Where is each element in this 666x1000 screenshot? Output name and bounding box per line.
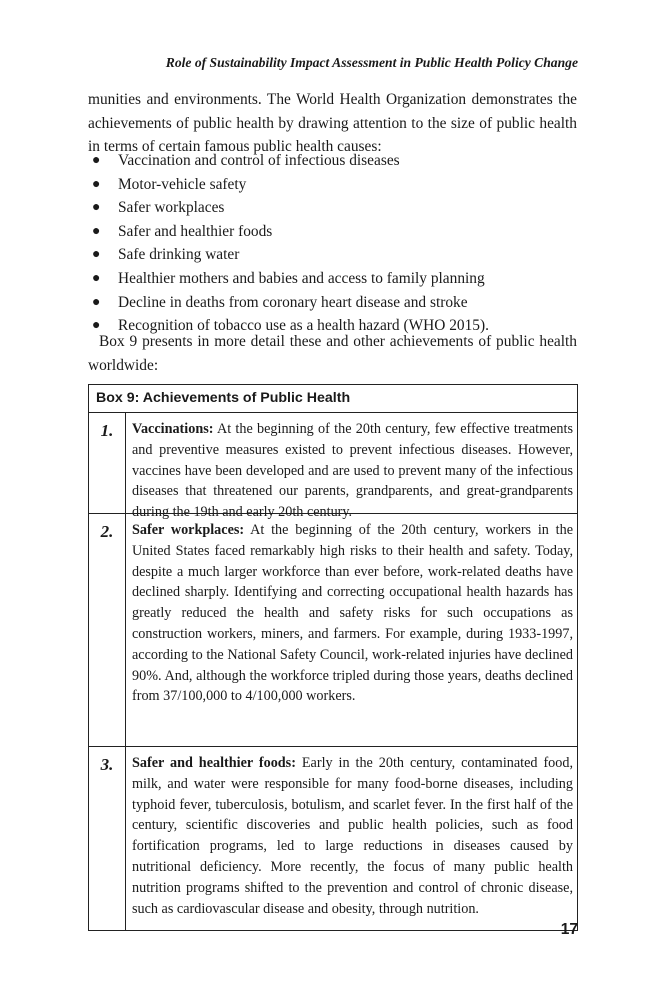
bullet-icon: ● xyxy=(92,176,101,192)
item-number: 2. xyxy=(89,514,126,746)
bullet-icon: ● xyxy=(92,153,101,168)
item-number: 1. xyxy=(89,413,126,513)
bullet-text: Healthier mothers and babies and access to family planning xyxy=(118,269,485,287)
intro-paragraph: munities and environments. The World Health Organization demonstrates the achievements of public health by drawing attention to the size of public health in terms of certain famous public health causes: xyxy=(88,91,577,156)
page-number: 17 xyxy=(560,921,578,938)
item-content xyxy=(126,413,577,521)
item-content xyxy=(126,514,577,746)
bullet-icon: ● xyxy=(92,247,101,263)
bullet-icon: ● xyxy=(92,270,101,286)
running-header: Role of Sustainability Impact Assessment in Public Health Policy Change xyxy=(165,55,578,70)
item-label: Safer and healthier foods: xyxy=(132,755,296,771)
bullet-icon: ● xyxy=(92,223,101,239)
item-text: At the beginning of the 20th century, workers in the United States faced remarkably high risks to their health and safety. Today, despite a much larger workforce than ever before, work-related deaths have declined sharply. Identifying and correcting occupational health hazards has greatly reduced the health and safety risks for such occupations as construction workers, miners, and farmers. For example, during 1933-1997, according to the National Safety Council, work-related injuries have declined 90%. And, although the workforce tripled during those years, deaths declined from 37/100,000 to 4/100,000 workers. xyxy=(132,522,574,705)
list-item xyxy=(88,196,577,220)
list-item xyxy=(88,220,577,244)
bullet-list xyxy=(88,149,577,338)
box-rows xyxy=(89,413,577,930)
achievements-box xyxy=(88,384,578,931)
bullet-icon: ● xyxy=(92,200,101,216)
bullet-text: Vaccination and control of infectious diseases xyxy=(118,152,400,169)
bullet-text: Safe drinking water xyxy=(118,246,240,264)
item-label: Vaccinations: xyxy=(132,421,214,437)
bullet-text: Safer workplaces xyxy=(118,199,225,217)
item-text: Early in the 20th century, contaminated food, milk, and water were responsible for many food-borne diseases, including typhoid fever, tuberculosis, botulism, and scarlet fever. In the first half of the century, scientific discoveries and public health policies, such as food fortification programs, led to large reductions in diseases caused by nutritional deficiency. More recently, the focus of many public health nutrition programs shifted to the prevention and control of chronic disease, such as cardiovascular disease and obesity, through nutrition. xyxy=(132,755,573,917)
list-item xyxy=(88,149,577,173)
box-row-safer-workplaces xyxy=(89,513,577,746)
item-label: Safer workplaces: xyxy=(132,522,245,538)
item-number: 3. xyxy=(89,747,126,930)
bullet-text: Decline in deaths from coronary heart disease and stroke xyxy=(118,293,468,311)
list-item xyxy=(88,267,577,291)
bullet-text: Recognition of tobacco use as a health hazard (WHO 2015). xyxy=(118,317,489,335)
box-row-vaccinations xyxy=(89,413,577,521)
box-intro-paragraph: Box 9 presents in more detail these and other achievements of public health worldwide: xyxy=(88,333,577,374)
item-text: At the beginning of the 20th century, few effective treatments and preventive measures existed to prevent infectious diseases. However, vaccines have been developed and are used to prevent many of the infectious diseases that threatened our parents, grandparents, and great-grandparents during the 19th and early 20th century. xyxy=(132,421,573,521)
list-item xyxy=(88,173,577,197)
list-item xyxy=(88,291,577,315)
bullet-icon: ● xyxy=(92,318,101,334)
item-content xyxy=(126,747,577,930)
box-title: Box 9: Achievements of Public Health xyxy=(89,385,577,413)
bullet-icon: ● xyxy=(92,294,101,310)
box-row-safer-foods xyxy=(89,746,577,930)
bullet-text: Safer and healthier foods xyxy=(118,222,273,240)
list-item xyxy=(88,243,577,267)
bullet-text: Motor-vehicle safety xyxy=(118,175,247,193)
